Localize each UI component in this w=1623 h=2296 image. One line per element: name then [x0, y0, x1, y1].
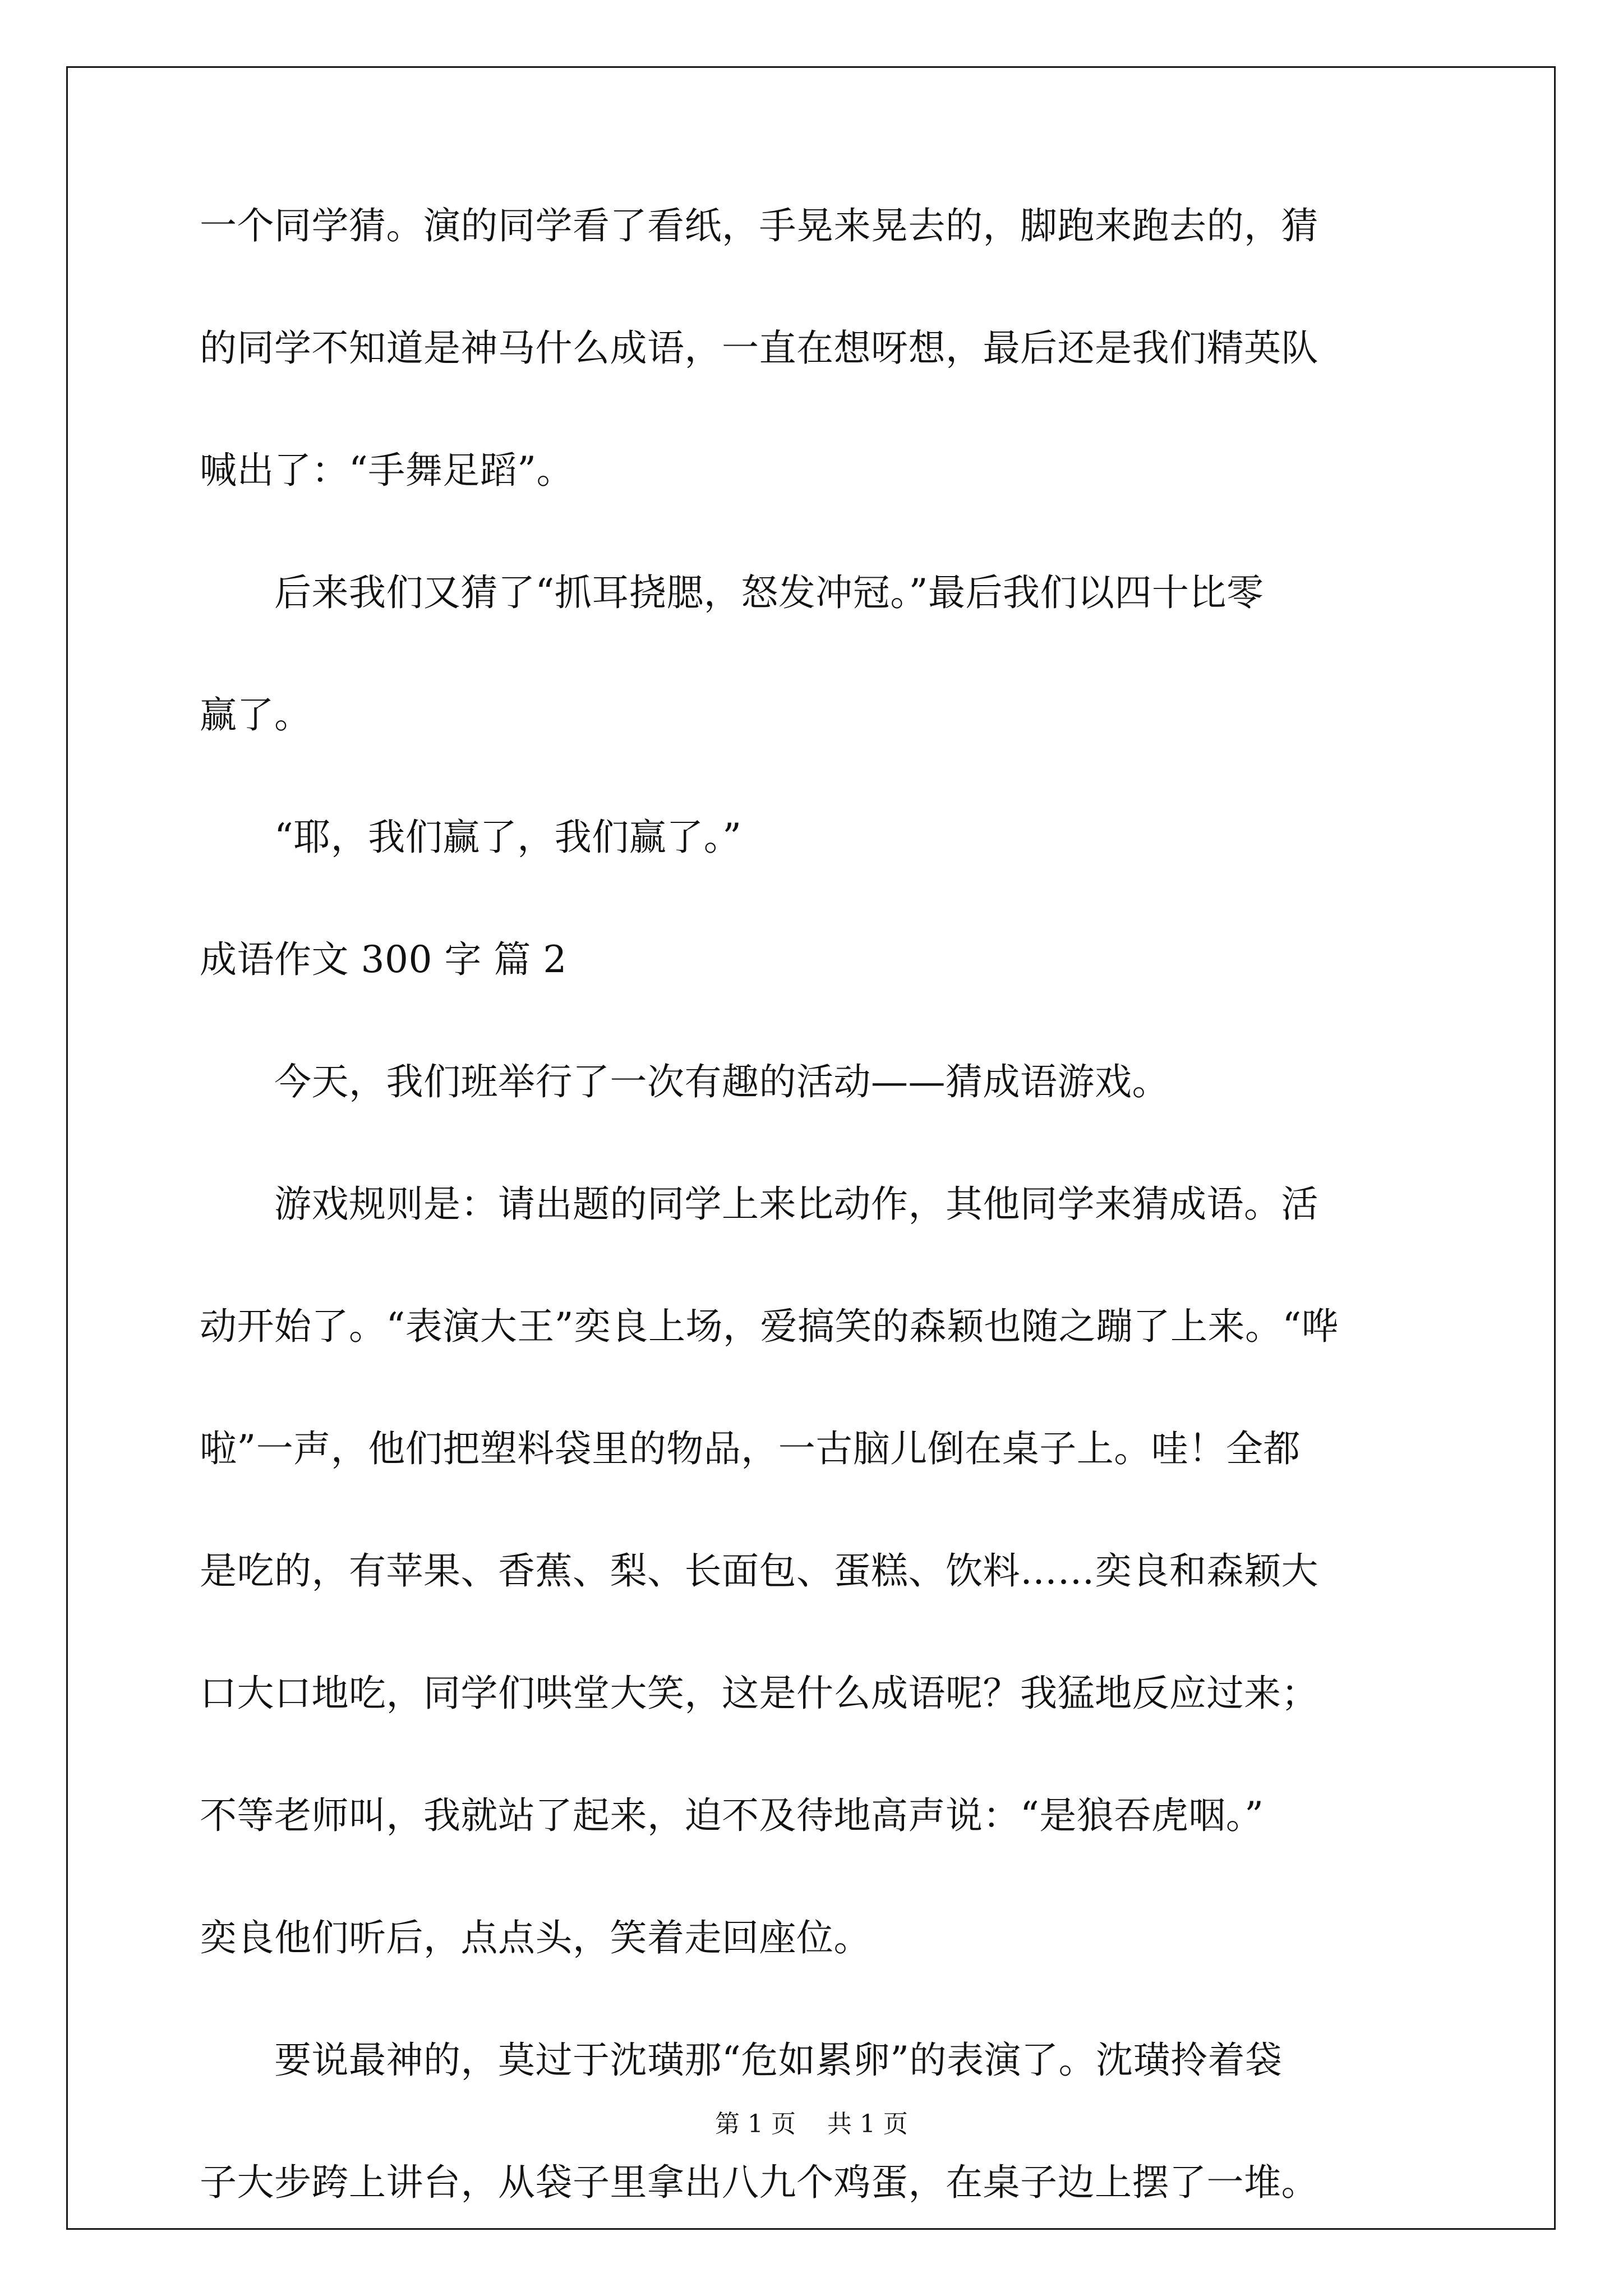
- text-line: 一个同学猜。演的同学看了看纸，手晃来晃去的，脚跑来跑去的，猜: [200, 204, 1318, 247]
- text-line: 游戏规则是：请出题的同学上来比动作，其他同学来猜成语。活: [200, 1182, 1318, 1226]
- page-number-footer: 第 1 页 共 1 页: [715, 2110, 908, 2138]
- text-line: 口大口地吃，同学们哄堂大笑，这是什么成语呢？我猛地反应过来；: [200, 1672, 1318, 1715]
- text-line: “耶，我们赢了，我们赢了。”: [200, 816, 742, 859]
- text-line: 奕良他们听后，点点头，笑着走回座位。: [200, 1916, 871, 1959]
- text-line: 喊出了：“手舞足蹈”。: [200, 449, 574, 492]
- text-line: 今天，我们班举行了一次有趣的活动——猜成语游戏。: [200, 1060, 1169, 1103]
- text-line: 赢了。: [200, 693, 312, 737]
- text-line: 动开始了。“表演大王”奕良上场，爱搞笑的森颖也随之蹦了上来。“哗: [200, 1305, 1339, 1348]
- text-line: 不等老师叫，我就站了起来，迫不及待地高声说：“是狼吞虎咽。”: [200, 1794, 1264, 1837]
- text-line: 要说最神的，莫过于沈璜那“危如累卵”的表演了。沈璜拎着袋: [200, 2039, 1283, 2082]
- text-line: 啦”一声，他们把塑料袋里的物品，一古脑儿倒在桌子上。哇！全都: [200, 1427, 1301, 1470]
- document-body: [200, 204, 1422, 2204]
- text-line: 子大步跨上讲台，从袋子里拿出八九个鸡蛋，在桌子边上摆了一堆。: [200, 2161, 1318, 2204]
- section-heading: 成语作文 300 字 篇 2: [200, 938, 567, 981]
- text-line: 的同学不知道是神马什么成语，一直在想呀想，最后还是我们精英队: [200, 326, 1318, 370]
- text-line: 后来我们又猜了“抓耳挠腮，怒发冲冠。”最后我们以四十比零: [200, 571, 1264, 614]
- text-line: 是吃的，有苹果、香蕉、梨、长面包、蛋糕、饮料……奕良和森颖大: [200, 1549, 1318, 1593]
